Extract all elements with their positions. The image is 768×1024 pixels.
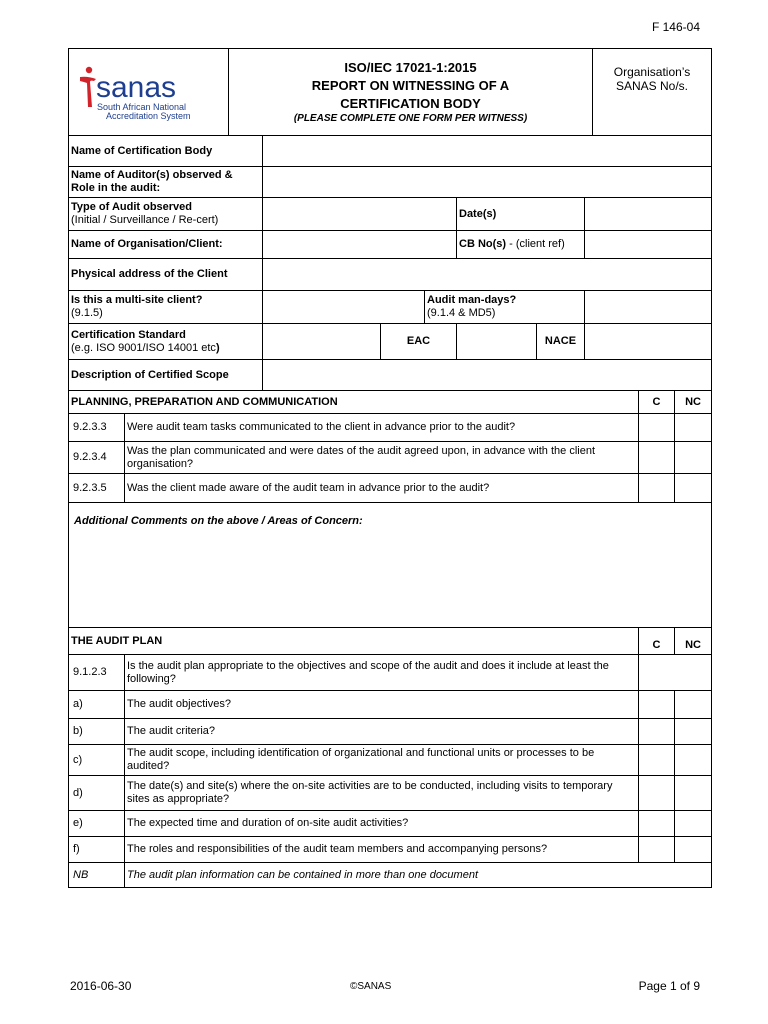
figure-icon (80, 67, 96, 107)
planning-nc-checkbox[interactable] (675, 474, 712, 503)
planning-row-number: 9.2.3.3 (69, 414, 125, 442)
planning-c-header: C (639, 391, 675, 414)
eac-label: EAC (381, 324, 457, 360)
title-cell (229, 49, 593, 136)
org-no-line-2: SANAS No/s. (615, 79, 689, 93)
audit-plan-item-letter: b) (69, 719, 125, 745)
audit-plan-nc-checkbox[interactable] (675, 719, 712, 745)
form-code: F 146-04 (651, 20, 700, 34)
audit-plan-item-letter: a) (69, 691, 125, 719)
audit-plan-c-checkbox[interactable] (639, 691, 675, 719)
sanas-logo (79, 61, 219, 127)
mandays-label (425, 291, 585, 324)
mandays-title: Audit man-days? (427, 294, 517, 306)
multisite-title: Is this a multi-site client? (71, 294, 203, 306)
title-instruction: (PLEASE COMPLETE ONE FORM PER WITNESS) (293, 113, 528, 124)
audit-plan-item-text: The audit criteria? (125, 719, 639, 745)
planning-heading: PLANNING, PREPARATION AND COMMUNICATION (69, 391, 639, 414)
planning-nc-checkbox[interactable] (675, 442, 712, 474)
eac-field[interactable] (457, 324, 537, 360)
logo-wordmark: sanas (96, 71, 177, 104)
cb-no-label (457, 231, 585, 259)
audit-plan-c-checkbox[interactable] (639, 745, 675, 776)
planning-c-checkbox[interactable] (639, 474, 675, 503)
planning-comments-area[interactable] (69, 503, 712, 628)
multisite-ref: (9.1.5) (71, 307, 103, 319)
planning-c-checkbox[interactable] (639, 414, 675, 442)
nace-field[interactable] (585, 324, 712, 360)
planning-comments-label: Additional Comments on the above / Areas of Concern: (74, 515, 363, 527)
auditors-label-1: Name of Auditor(s) observed & (71, 169, 233, 181)
audit-plan-intro-number: 9.1.2.3 (69, 655, 125, 691)
org-client-field[interactable] (263, 231, 457, 259)
title-line-2: REPORT ON WITNESSING OF A (311, 78, 510, 93)
planning-row-number: 9.2.3.4 (69, 442, 125, 474)
audit-plan-nc-header: NC (675, 628, 712, 655)
audit-plan-item-text: The audit objectives? (125, 691, 639, 719)
audit-plan-item-letter: f) (69, 837, 125, 863)
org-sanas-no-cell (593, 49, 712, 136)
audit-plan-nc-checkbox[interactable] (675, 776, 712, 811)
org-client-label: Name of Organisation/Client: (69, 231, 263, 259)
nb-label: NB (69, 863, 125, 888)
logo-subline-2: Accreditation System (106, 111, 191, 121)
audit-plan-nc-checkbox[interactable] (675, 745, 712, 776)
audit-plan-item-text: The roles and responsibilities of the audit team members and accompanying persons? (125, 837, 639, 863)
footer-copyright: ©SANAS (350, 981, 392, 992)
address-label: Physical address of the Client (69, 259, 263, 291)
cb-name-field[interactable] (263, 136, 712, 167)
footer-date: 2016-06-30 (70, 979, 132, 993)
cert-std-label (69, 324, 263, 360)
address-field[interactable] (263, 259, 712, 291)
footer-page-number: Page 1 of 9 (638, 979, 700, 993)
audit-plan-item-letter: e) (69, 811, 125, 837)
cert-std-hint (71, 342, 260, 355)
audit-plan-intro-blank (639, 655, 712, 691)
audit-plan-c-checkbox[interactable] (639, 837, 675, 863)
auditors-field[interactable] (263, 167, 712, 198)
auditors-label (69, 167, 263, 198)
audit-plan-nc-checkbox[interactable] (675, 691, 712, 719)
audit-plan-c-checkbox[interactable] (639, 776, 675, 811)
cert-std-hint-a: (e.g. ISO 9001/ISO 14001 etc (71, 341, 216, 354)
planning-row-question: Were audit team tasks communicated to the client in advance prior to the audit? (125, 414, 639, 442)
audit-plan-item-text: The date(s) and site(s) where the on-site activities are to be conducted, including visits to temporary sites as appropriate? (125, 776, 639, 811)
audit-plan-nc-checkbox[interactable] (675, 811, 712, 837)
planning-nc-checkbox[interactable] (675, 414, 712, 442)
cert-std-hint-b: ) (215, 341, 220, 354)
planning-row-question: Was the client made aware of the audit team in advance prior to the audit? (125, 474, 639, 503)
audit-plan-item-letter: c) (69, 745, 125, 776)
audit-type-hint: (Initial / Surveillance / Re-cert) (71, 214, 219, 226)
planning-table (68, 390, 712, 628)
auditors-label-2: Role in the audit: (71, 182, 161, 194)
audit-plan-item-text: The expected time and duration of on-site audit activities? (125, 811, 639, 837)
cb-no-hint: - (client ref) (506, 238, 565, 250)
dates-field[interactable] (585, 198, 712, 231)
nb-text: The audit plan information can be contained in more than one document (125, 863, 712, 888)
cb-name-label: Name of Certification Body (69, 136, 263, 167)
mandays-ref: (9.1.4 & MD5) (427, 307, 496, 319)
audit-plan-heading: THE AUDIT PLAN (69, 628, 639, 655)
audit-plan-item-letter: d) (69, 776, 125, 811)
mandays-field[interactable] (585, 291, 712, 324)
audit-plan-c-checkbox[interactable] (639, 811, 675, 837)
multisite-field[interactable] (263, 291, 425, 324)
planning-nc-header: NC (675, 391, 712, 414)
cert-std-title: Certification Standard (71, 328, 186, 341)
cb-no-field[interactable] (585, 231, 712, 259)
scope-field[interactable] (263, 360, 712, 391)
multisite-label (69, 291, 263, 324)
info-table (68, 135, 712, 391)
org-no-line-1: Organisation’s (613, 65, 691, 79)
nace-label: NACE (537, 324, 585, 360)
audit-plan-intro-text: Is the audit plan appropriate to the objectives and scope of the audit and does it include at least the following? (125, 655, 639, 691)
audit-type-title: Type of Audit observed (71, 201, 193, 213)
audit-plan-c-checkbox[interactable] (639, 719, 675, 745)
audit-plan-item-text: The audit scope, including identification of organizational and functional units or processes to be audited? (125, 745, 639, 776)
dates-label: Date(s) (457, 198, 585, 231)
audit-plan-nc-checkbox[interactable] (675, 837, 712, 863)
planning-row-number: 9.2.3.5 (69, 474, 125, 503)
cert-std-field[interactable] (263, 324, 381, 360)
title-standard: ISO/IEC 17021-1:2015 (344, 60, 477, 75)
audit-plan-table (68, 627, 712, 888)
logo-cell (69, 49, 229, 136)
audit-type-field[interactable] (263, 198, 457, 231)
header-table (68, 48, 712, 136)
scope-label: Description of Certified Scope (69, 360, 263, 391)
audit-plan-c-header: C (639, 628, 675, 655)
planning-row-question: Was the plan communicated and were dates of the audit agreed upon, in advance with the client organisation? (125, 442, 639, 474)
report-form (68, 48, 711, 888)
audit-type-label (69, 198, 263, 231)
planning-c-checkbox[interactable] (639, 442, 675, 474)
title-line-3: CERTIFICATION BODY (340, 96, 481, 111)
logo-subline-1: South African National (97, 102, 187, 112)
cb-no-title: CB No(s) (459, 238, 507, 250)
